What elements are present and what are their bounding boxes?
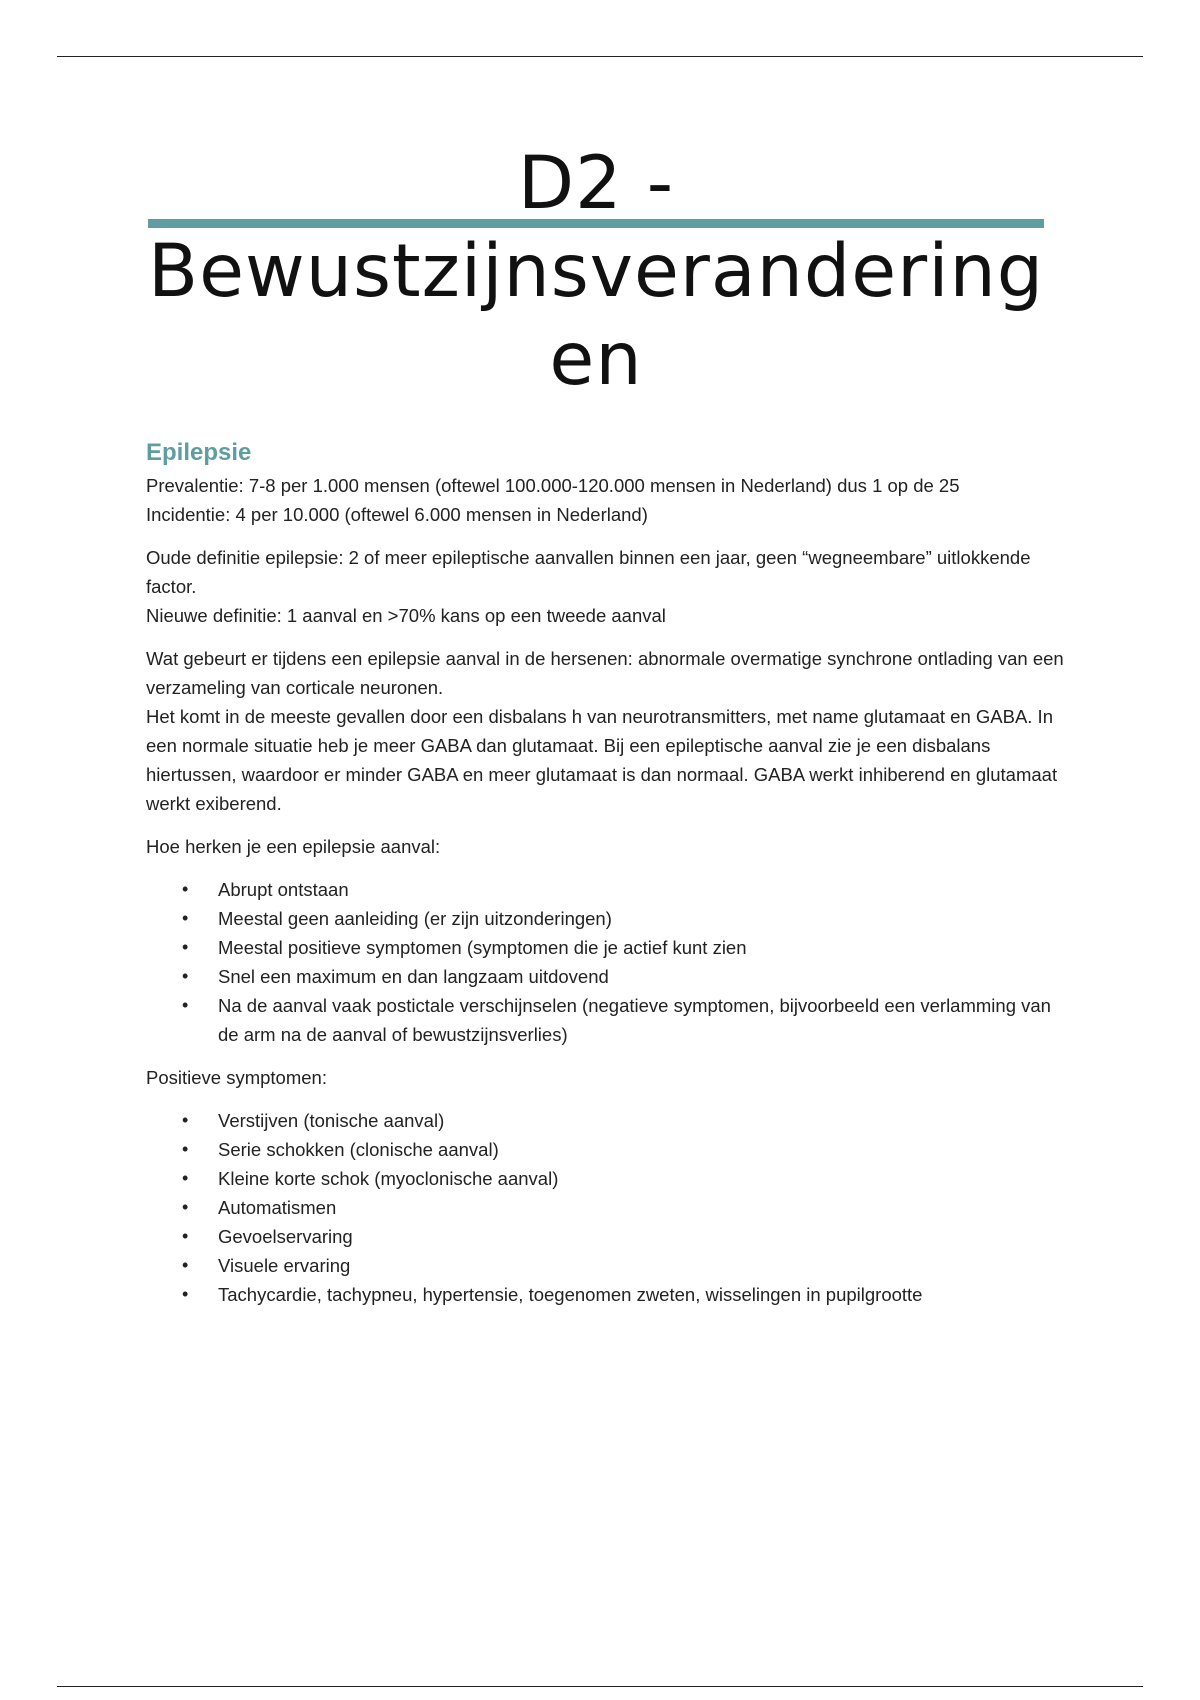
bullet-icon: • (182, 937, 189, 957)
list-item-text: Gevoelservaring (218, 1226, 353, 1247)
list-item (146, 933, 1066, 962)
header-rule (57, 56, 1143, 57)
bullet-icon: • (182, 908, 189, 928)
list-item-text: Verstijven (tonische aanval) (218, 1110, 445, 1131)
list-item-text: Tachycardie, tachypneu, hypertensie, toegenomen zweten, wisselingen in pupilgrootte (218, 1284, 923, 1305)
section-heading-epilepsie: Epilepsie (146, 439, 252, 466)
list-item (146, 875, 1066, 904)
list-item (146, 962, 1066, 991)
recognize-list (146, 875, 1066, 1049)
positive-symptoms-intro: Positieve symptomen: (146, 1067, 327, 1088)
list-item (146, 1280, 1066, 1309)
bullet-icon: • (182, 1139, 189, 1159)
bullet-icon: • (182, 966, 189, 986)
bullet-icon: • (182, 1226, 189, 1246)
paragraph-prevalence (146, 471, 1066, 529)
text-line: Het komt in de meeste gevallen door een disbalans h van neurotransmitters, met name glutamaat en GABA. In een normale situatie heb je meer GABA dan glutamaat. Bij een epileptische aanval zie je een disbalans hiertussen, waardoor er minder GABA en meer glutamaat is dan normaal. GABA werkt inhiberend en glutamaat werkt exiberend. (146, 706, 1058, 814)
bullet-icon: • (182, 879, 189, 899)
list-item-text: Serie schokken (clonische aanval) (218, 1139, 499, 1160)
title-line-1: D2 - (517, 141, 675, 226)
document-body (146, 437, 1066, 1323)
list-item-text: Na de aanval vaak postictale verschijnselen (negatieve symptomen, bijvoorbeeld een verlamming van de arm na de aanval of bewustzijnsverlies) (218, 995, 1051, 1045)
text-line: Wat gebeurt er tijdens een epilepsie aanval in de hersenen: abnormale overmatige synchrone ontlading van een verzameling van corticale neuronen. (146, 648, 1064, 698)
list-item (146, 1135, 1066, 1164)
list-item-text: Abrupt ontstaan (218, 879, 349, 900)
bullet-icon: • (182, 1255, 189, 1275)
list-item (146, 1106, 1066, 1135)
title-line-2: Bewustzijnsverandering (148, 229, 1045, 314)
positive-symptoms-list (146, 1106, 1066, 1309)
bullet-icon: • (182, 1168, 189, 1188)
bullet-icon: • (182, 1197, 189, 1217)
paragraph-definitions (146, 543, 1066, 630)
list-item (146, 1251, 1066, 1280)
title-line-3: en (549, 317, 643, 402)
document-title (148, 140, 1044, 404)
bullet-icon: • (182, 1284, 189, 1304)
list-item (146, 1222, 1066, 1251)
paragraph-mechanism (146, 644, 1066, 818)
list-item-text: Snel een maximum en dan langzaam uitdovend (218, 966, 609, 987)
list-item (146, 904, 1066, 933)
list-item-text: Meestal geen aanleiding (er zijn uitzonderingen) (218, 908, 612, 929)
recognize-intro: Hoe herken je een epilepsie aanval: (146, 836, 441, 857)
bullet-icon: • (182, 1110, 189, 1130)
list-item-text: Meestal positieve symptomen (symptomen die je actief kunt zien (218, 937, 747, 958)
list-item-text: Kleine korte schok (myoclonische aanval) (218, 1168, 559, 1189)
bullet-icon: • (182, 995, 189, 1015)
footer-rule (57, 1686, 1143, 1687)
list-item-text: Automatismen (218, 1197, 337, 1218)
list-item (146, 991, 1066, 1049)
list-item-text: Visuele ervaring (218, 1255, 351, 1276)
text-line: Incidentie: 4 per 10.000 (oftewel 6.000 mensen in Nederland) (146, 504, 648, 525)
text-line: Prevalentie: 7-8 per 1.000 mensen (oftewel 100.000-120.000 mensen in Nederland) dus 1 op de 25 (146, 475, 960, 496)
text-line: Nieuwe definitie: 1 aanval en >70% kans op een tweede aanval (146, 605, 666, 626)
text-line: Oude definitie epilepsie: 2 of meer epileptische aanvallen binnen een jaar, geen “wegneembare” uitlokkende factor. (146, 547, 1031, 597)
list-item (146, 1193, 1066, 1222)
list-item (146, 1164, 1066, 1193)
